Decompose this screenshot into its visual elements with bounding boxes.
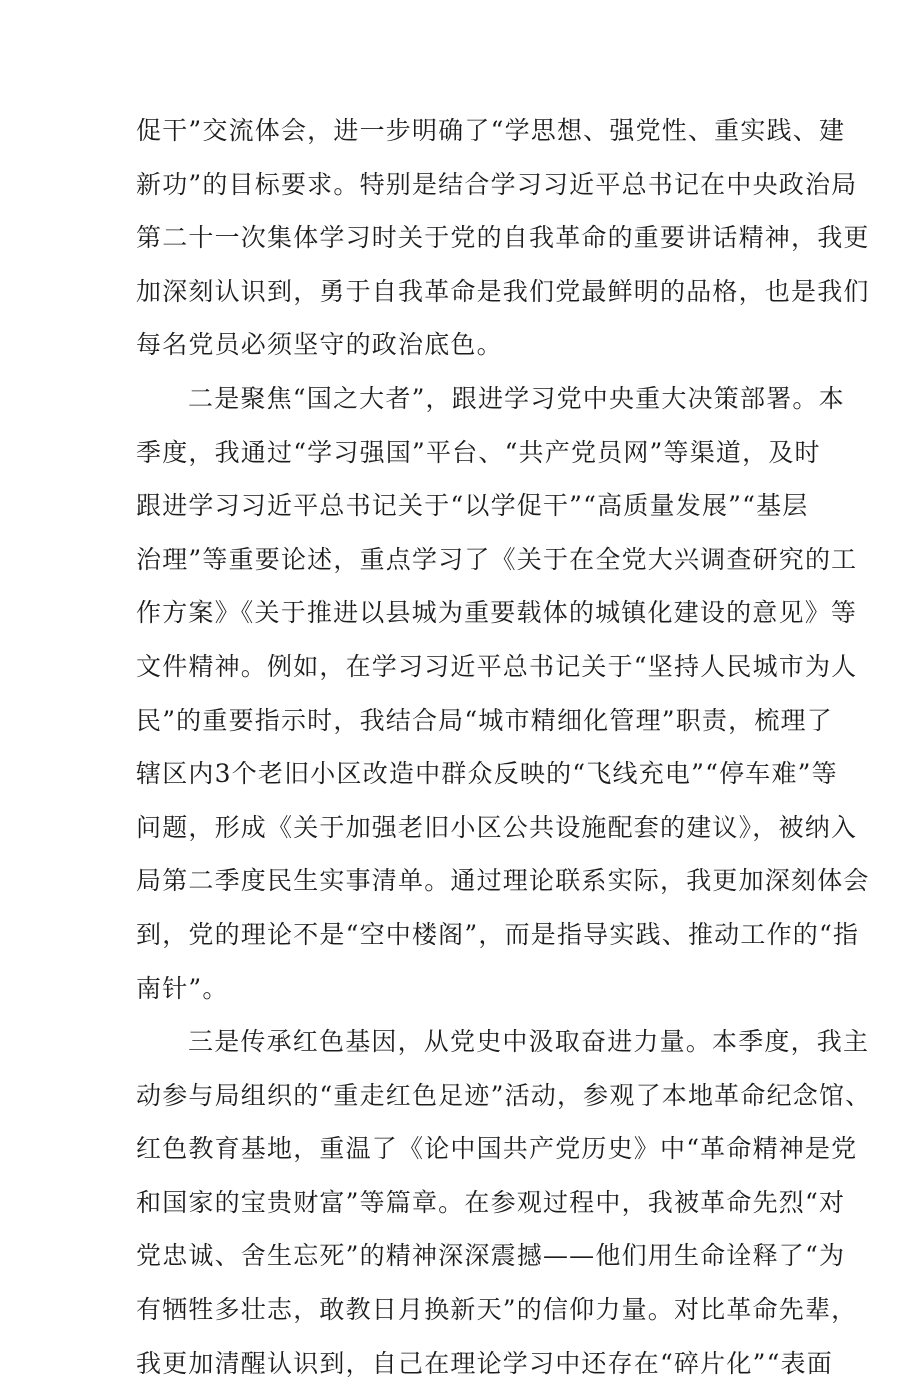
text-line: 有牺牲多壮志，敢教日月换新天”的信仰力量。对比革命先辈， <box>136 1295 858 1325</box>
text-line: 动参与局组织的“重走红色足迹”活动，参观了本地革命纪念馆、 <box>136 1080 872 1110</box>
text-line: 跟进学习习近平总书记关于“以学促干”“高质量发展”“基层 <box>136 491 809 521</box>
text-line: 作方案》《关于推进以县城为重要载体的城镇化建设的意见》等 <box>136 598 858 628</box>
text-line: 第二十一次集体学习时关于党的自我革命的重要讲话精神，我更 <box>136 223 870 253</box>
text-line: 新功”的目标要求。特别是结合学习习近平总书记在中央政治局 <box>136 169 858 199</box>
document-body-text <box>136 104 872 1390</box>
text-line: 和国家的宝贵财富”等篇章。在参观过程中，我被革命先烈“对 <box>136 1187 846 1217</box>
paragraph-first-line: 二是聚焦“国之大者”，跟进学习党中央重大决策部署。本 <box>188 383 845 413</box>
text-line: 党忠诚、舍生忘死”的精神深深震撼——他们用生命诠释了“为 <box>136 1241 846 1271</box>
paragraph-first-line: 三是传承红色基因，从党史中汲取奋进力量。本季度，我主 <box>188 1027 870 1057</box>
text-line: 红色教育基地，重温了《论中国共产党历史》中“革命精神是党 <box>136 1134 858 1164</box>
text-line: 每名党员必须坚守的政治底色。 <box>136 330 503 360</box>
text-line: 民”的重要指示时，我结合局“城市精细化管理”职责，梳理了 <box>136 705 833 735</box>
text-line: 治理”等重要论述，重点学习了《关于在全党大兴调查研究的工 <box>136 544 858 574</box>
text-line: 南针”。 <box>136 973 229 1003</box>
text-line: 文件精神。例如，在学习习近平总书记关于“坚持人民城市为人 <box>136 651 858 681</box>
text-line: 加深刻认识到，勇于自我革命是我们党最鲜明的品格，也是我们 <box>136 276 870 306</box>
text-line: 到，党的理论不是“空中楼阁”，而是指导实践、推动工作的“指 <box>136 919 860 949</box>
text-line: 我更加清醒认识到，自己在理论学习中还存在“碎片化”“表面 <box>136 1348 833 1378</box>
text-line: 辖区内3个老旧小区改造中群众反映的“飞线充电”“停车难”等 <box>136 759 838 789</box>
text-line: 促干”交流体会，进一步明确了“学思想、强党性、重实践、建 <box>136 116 846 145</box>
text-line: 局第二季度民生实事清单。通过理论联系实际，我更加深刻体会 <box>136 866 870 896</box>
text-line: 问题，形成《关于加强老旧小区公共设施配套的建议》，被纳入 <box>136 812 858 842</box>
text-line: 季度，我通过“学习强国”平台、“共产党员网”等渠道，及时 <box>136 437 821 467</box>
